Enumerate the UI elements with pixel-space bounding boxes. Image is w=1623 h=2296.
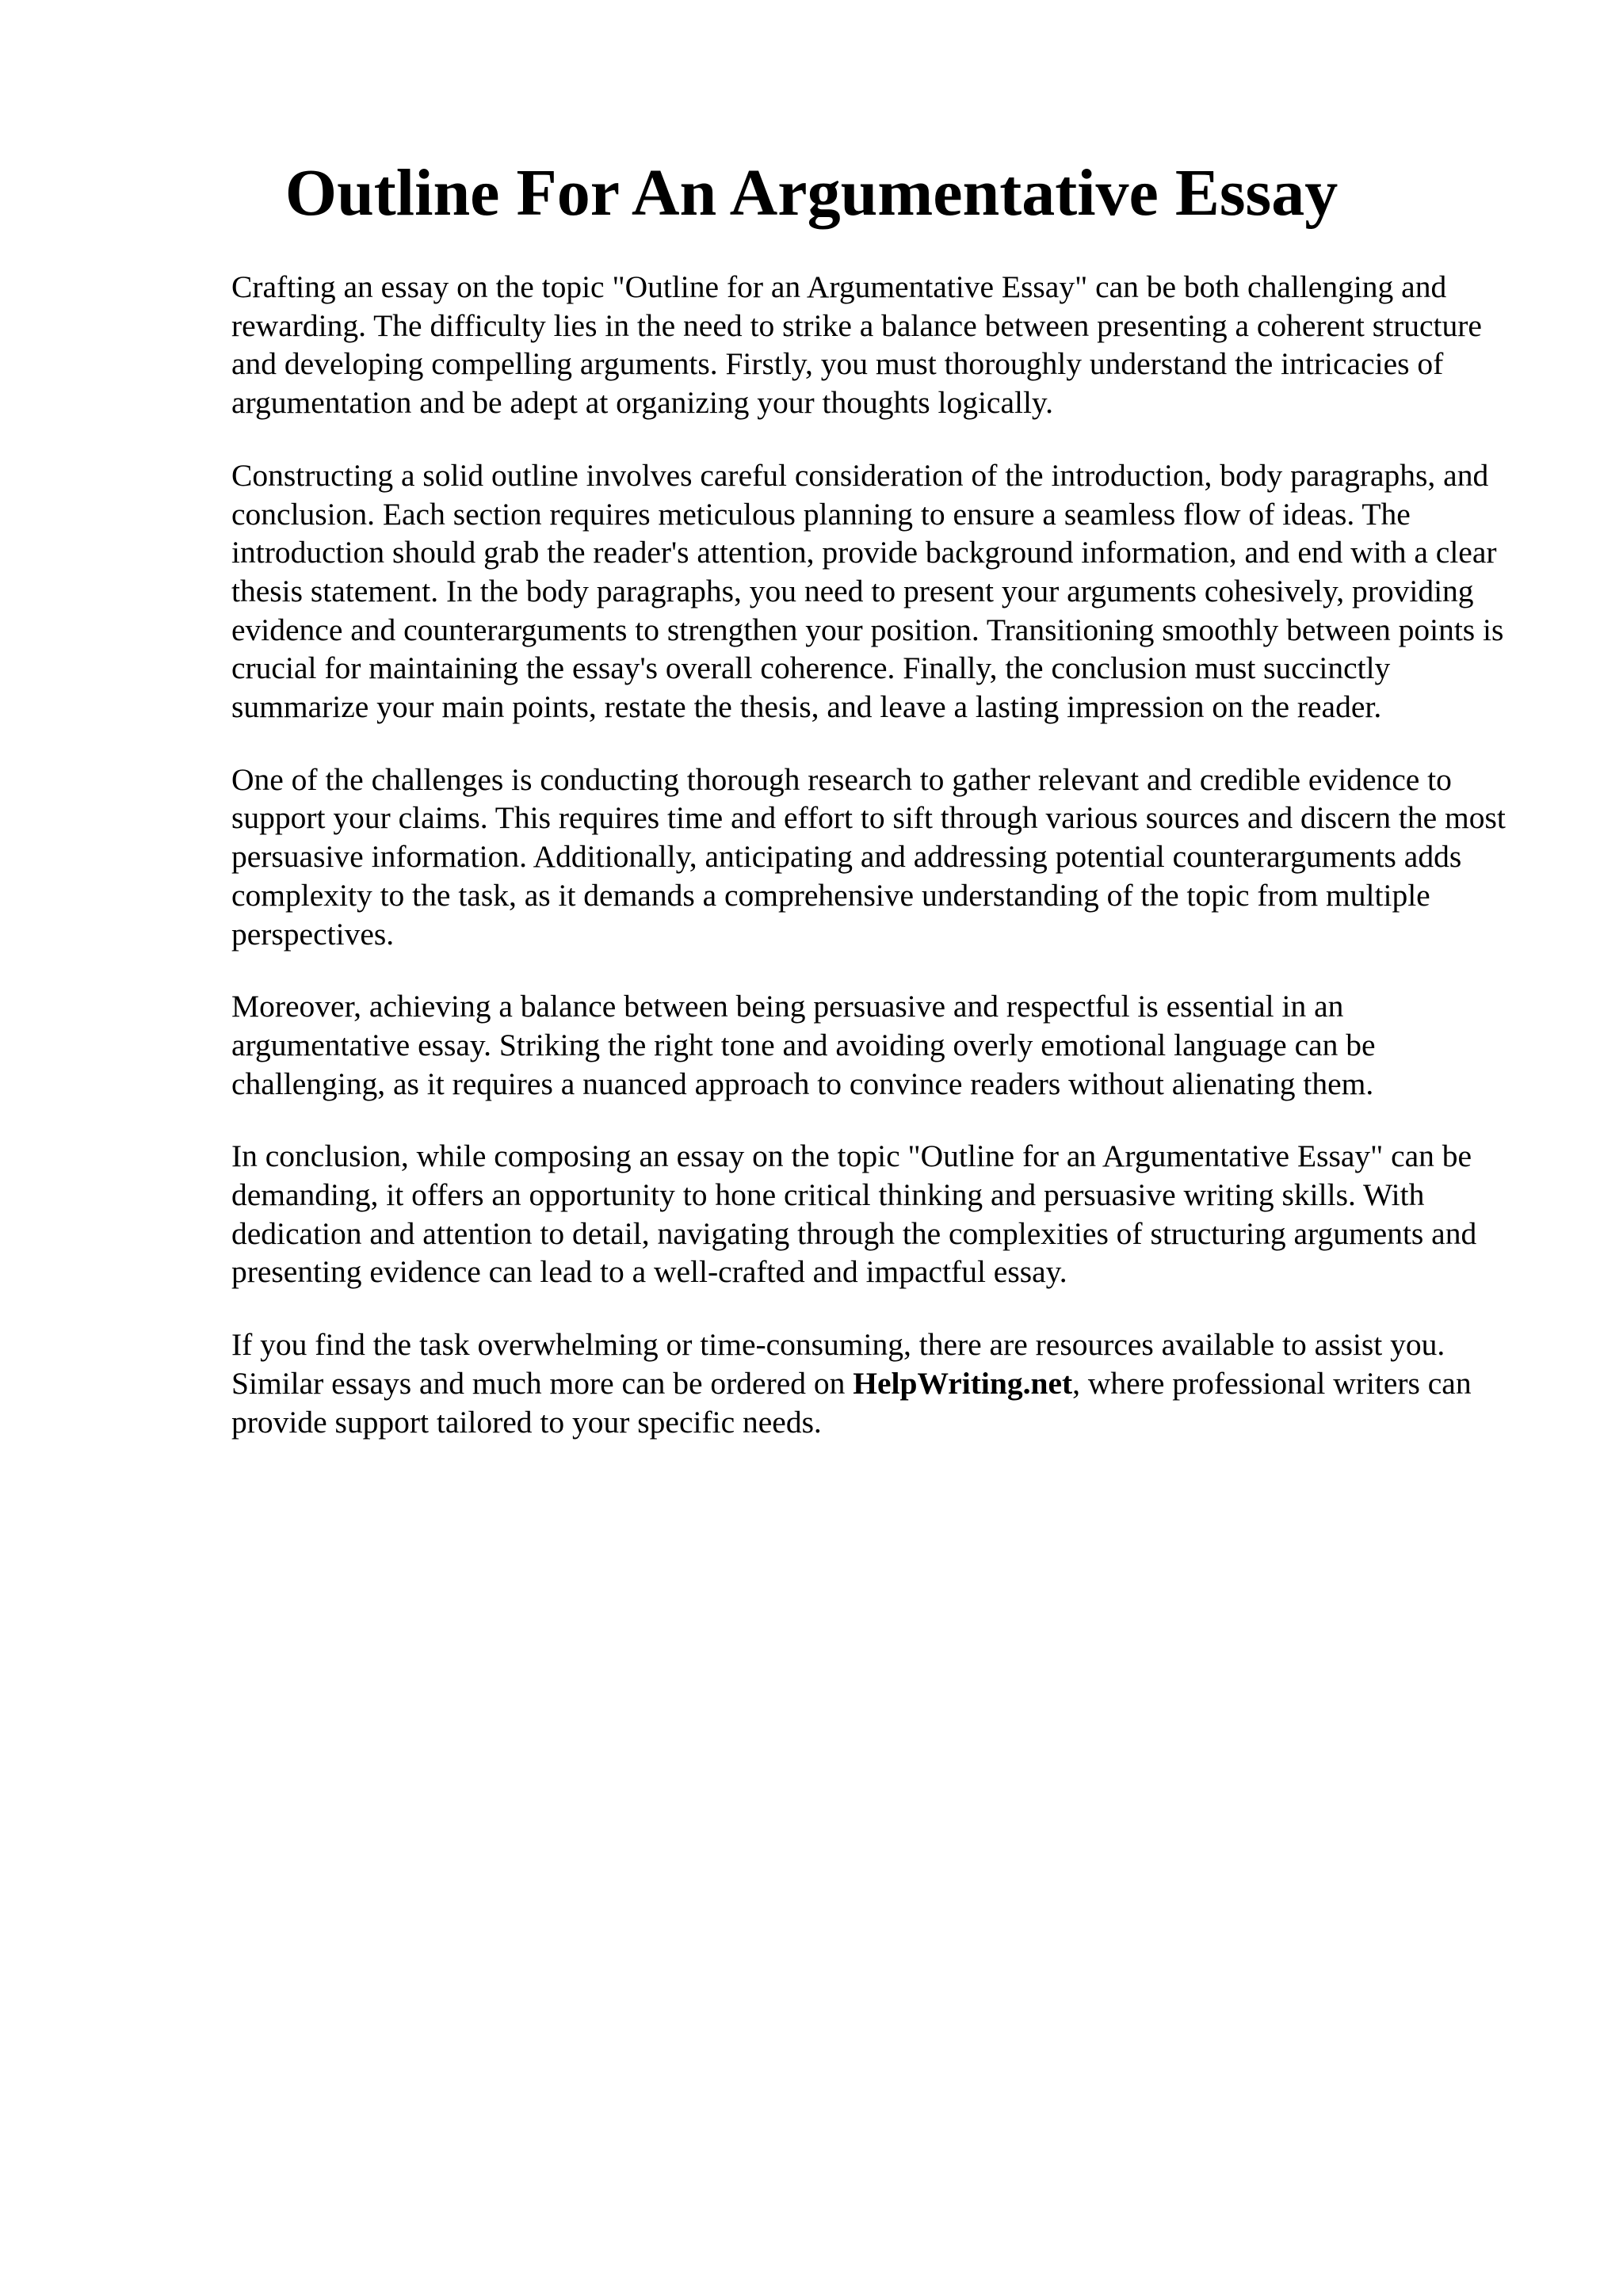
closing-text-after: , where professional writers can provide support tailored to your specific needs. [231,1365,1472,1440]
essay-body [231,268,1515,1475]
page-title: Outline For An Argumentative Essay [285,156,1338,230]
closing-text-before: If you find the task overwhelming or time-consuming, there are resources available to assist you. Similar essays and much more can be ordered on [231,1327,1445,1401]
paragraph-1: Crafting an essay on the topic "Outline for an Argumentative Essay" can be both challenging and rewarding. The difficulty lies in the need to strike a balance between presenting a coherent structure and developing compelling arguments. Firstly, you must thoroughly understand the intricacies of argumentation and be adept at organizing your thoughts logically. [231,269,1482,421]
paragraph-4: Moreover, achieving a balance between being persuasive and respectful is essential in an argumentative essay. Striking the right tone and avoiding overly emotional language can be challenging, as it requires a nuanced approach to convince readers without alienating them. [231,989,1376,1101]
paragraph-2: Constructing a solid outline involves careful consideration of the introduction, body paragraphs, and conclusion. Each section requires meticulous planning to ensure a seamless flow of ideas. The introduction should grab the reader's attention, provide background information, and end with a clear thesis statement. In the body paragraphs, you need to present your arguments cohesively, providing evidence and counterarguments to strengthen your position. Transitioning smoothly between points is crucial for maintaining the essay's overall coherence. Finally, the conclusion must succinctly summarize your main points, restate the thesis, and leave a lasting impression on the reader. [231,457,1504,725]
paragraph-5: In conclusion, while composing an essay on the topic "Outline for an Argumentative Essay" can be demanding, it offers an opportunity to hone critical thinking and persuasive writing skills. With dedication and attention to detail, navigating through the complexities of structuring arguments and presenting evidence can lead to a well-crafted and impactful essay. [231,1138,1477,1290]
closing-paragraph [231,1325,1515,1441]
paragraph-3: One of the challenges is conducting thorough research to gather relevant and credible evidence to support your claims. This requires time and effort to sift through various sources and discern the most persuasive information. Additionally, anticipating and addressing potential counterarguments adds complexity to the task, as it demands a comprehensive understanding of the topic from multiple perspectives. [231,761,1506,952]
helpwriting-link[interactable]: HelpWriting.net [853,1365,1073,1401]
